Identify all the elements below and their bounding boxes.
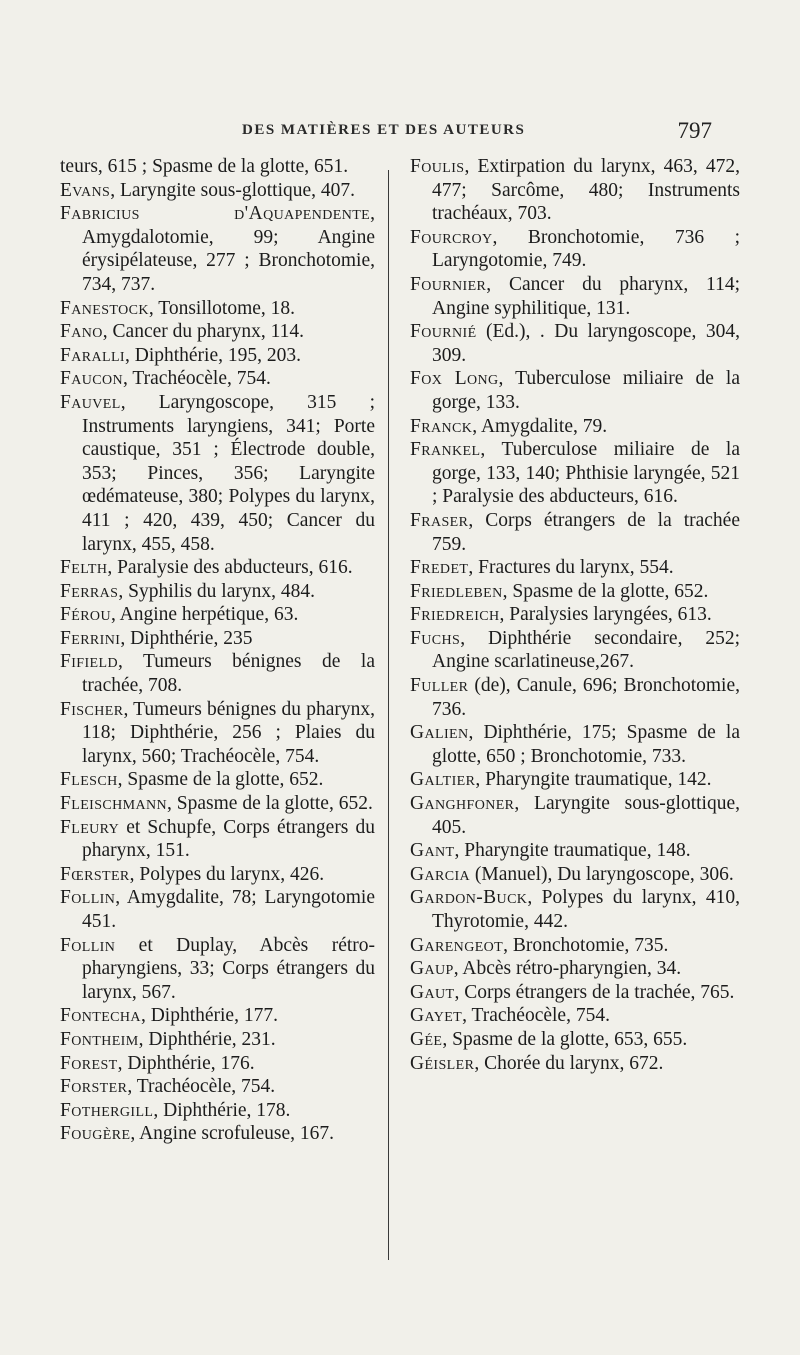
entry-text: , Paralysie des abducteurs, 616.: [107, 557, 353, 579]
index-entry: [410, 1004, 740, 1028]
author-name: Gayet: [410, 1005, 463, 1027]
author-name: Follin: [60, 934, 116, 956]
index-entry: [60, 556, 375, 580]
index-entry: [60, 1075, 375, 1099]
author-name: Foulis: [410, 156, 465, 177]
entry-text: , Angine scrofuleuse, 167.: [130, 1123, 335, 1145]
entry-text: , Spasme de la glotte, 652.: [167, 793, 373, 815]
entry-text: , Amygdalotomie, 99; Angine érysipélateuse, 277 ; Bronchotomie, 734, 737.: [82, 203, 375, 295]
index-entry: [60, 202, 375, 296]
index-entry: [410, 226, 740, 273]
index-entry: [410, 792, 740, 839]
entry-text: , Fractures du larynx, 554.: [468, 557, 674, 579]
entry-text: , Diphthérie, 176.: [117, 1052, 255, 1074]
entry-text: , Laryngoscope, 315 ; Instruments laryngiens, 341; Porte caustique, 351 ; Électrode double, 353; Pinces, 356; Laryngite œdémateuse, 380; Polypes du larynx, 411 ; 420, 439, 450; Cancer du larynx, 455, 458.: [82, 391, 375, 555]
entry-text: , Laryngite sous-glottique, 407.: [110, 179, 356, 201]
author-name: Friedreich: [410, 604, 500, 626]
entry-text: , Tumeurs bénignes de la trachée, 708.: [82, 651, 375, 697]
entry-text: , Spasme de la glotte, 652.: [117, 769, 324, 791]
author-name: Fuchs: [410, 627, 461, 649]
index-entry: [60, 934, 375, 1005]
entry-text: , Diphthérie, 231.: [138, 1028, 276, 1050]
author-name: Fischer: [60, 698, 124, 720]
index-entry: [410, 627, 740, 674]
index-entry: [410, 721, 740, 768]
author-name: Galtier: [410, 769, 476, 791]
entry-text: et Duplay, Abcès rétro-pharyngiens, 33; Corps étrangers du larynx, 567.: [82, 934, 375, 1003]
author-name: Fontecha: [60, 1005, 141, 1027]
index-entry: [410, 556, 740, 580]
entry-text: , Extirpation du larynx, 463, 472, 477; Sarcôme, 480; Instruments trachéaux, 703.: [432, 156, 740, 225]
index-entry: [60, 297, 375, 321]
index-entry: [60, 580, 375, 604]
entry-text: , Tuberculose miliaire de la gorge, 133.: [432, 368, 740, 413]
author-name: Fleury: [60, 816, 120, 838]
entry-text: , Diphthérie, 177.: [140, 1005, 278, 1027]
entry-text: , Diphthérie, 195, 203.: [124, 344, 301, 366]
entry-text: , Abcès rétro-pharyngien, 34.: [453, 958, 682, 980]
entry-text: , Tuberculose miliaire de la gorge, 133, 140; Phthisie laryngée, 521 ; Paralysie des abducteurs, 616.: [432, 439, 740, 508]
author-name: Forster: [60, 1076, 128, 1098]
index-entry: [60, 650, 375, 697]
author-name: Ferrini: [60, 627, 121, 649]
entry-text: , Diphthérie secondaire, 252; Angine scarlatineuse,267.: [432, 627, 740, 673]
entry-text: teurs, 615 ; Spasme de la glotte, 651.: [60, 156, 349, 177]
index-entry: [60, 344, 375, 368]
author-name: Fabricius d'Aquapendente: [60, 203, 371, 225]
entry-text: , Corps étrangers de la trachée 759.: [432, 509, 740, 555]
author-name: Fournier: [410, 273, 487, 295]
index-entry: [410, 1052, 740, 1076]
column-divider: [388, 170, 389, 1260]
entry-text: , Trachéocèle, 754.: [462, 1005, 610, 1027]
entry-text: , Cancer du pharynx, 114.: [102, 321, 305, 343]
index-entry: [410, 981, 740, 1005]
index-entry: [410, 674, 740, 721]
entry-text: (Manuel), Du laryngoscope, 306.: [470, 863, 734, 885]
index-entry: [60, 863, 375, 887]
index-entry: [60, 391, 375, 556]
author-name: Gaup: [410, 958, 454, 980]
entry-text: , Diphthérie, 178.: [153, 1099, 291, 1121]
author-name: Garcia: [410, 863, 471, 885]
author-name: Fuller: [410, 675, 469, 697]
index-entry: [410, 603, 740, 627]
entry-text: , Pharyngite traumatique, 142.: [475, 769, 712, 791]
author-name: Fauvel: [60, 391, 121, 413]
entry-text: , Bronchotomie, 735.: [503, 934, 669, 956]
author-name: Géisler: [410, 1052, 475, 1074]
index-entry: [60, 1004, 375, 1028]
author-name: Friedleben: [410, 580, 503, 602]
entry-text: , Spasme de la glotte, 652.: [502, 580, 709, 602]
entry-text: , Polypes du larynx, 426.: [129, 863, 325, 885]
entry-text: , Pharyngite traumatique, 148.: [454, 840, 691, 862]
entry-text: , Angine herpétique, 63.: [110, 604, 299, 626]
author-name: Fœrster: [60, 863, 130, 885]
entry-text: , Amygdalite, 78; Laryngotomie 451.: [82, 887, 375, 932]
index-entry: [60, 1099, 375, 1123]
entry-text: , Trachéocèle, 754.: [123, 368, 271, 390]
entry-text: , Trachéocèle, 754.: [127, 1076, 276, 1098]
index-entry: [410, 509, 740, 556]
author-name: Fothergill: [60, 1099, 154, 1121]
entry-text: , Diphthérie, 235: [120, 627, 253, 649]
author-name: Fourcroy: [410, 226, 493, 248]
index-entry: [410, 155, 740, 226]
index-entry: [60, 768, 375, 792]
author-name: Gée: [410, 1028, 443, 1050]
author-name: Fox Long: [410, 368, 499, 390]
author-name: Flesch: [60, 769, 118, 791]
author-name: Fifield: [60, 651, 118, 673]
author-name: Franck: [410, 415, 473, 437]
author-name: Fougère: [60, 1123, 131, 1145]
author-name: Gardon-Buck: [410, 887, 528, 909]
index-entry: [60, 155, 375, 179]
entry-text: , Bronchotomie, 736 ; Laryngotomie, 749.: [432, 226, 740, 272]
index-entry: [410, 438, 740, 509]
index-entry: [410, 934, 740, 958]
author-name: Férou: [60, 604, 111, 626]
author-name: Fleischmann: [60, 793, 168, 815]
entry-text: , Amygdalite, 79.: [472, 415, 608, 437]
author-name: Garengeot: [410, 934, 504, 956]
index-entry: [410, 1028, 740, 1052]
index-entry: [60, 698, 375, 769]
author-name: Fournié: [410, 321, 477, 343]
entry-text: , Spasme de la glotte, 653, 655.: [442, 1028, 688, 1050]
author-name: Evans: [60, 179, 111, 201]
author-name: Fano: [60, 321, 103, 343]
entry-text: (Ed.), . Du laryngoscope, 304, 309.: [432, 321, 740, 366]
index-entry: [60, 886, 375, 933]
entry-text: (de), Canule, 696; Bronchotomie, 736.: [432, 675, 740, 720]
index-entry: [60, 603, 375, 627]
entry-text: , Paralysies laryngées, 613.: [499, 604, 712, 626]
index-entry: [410, 768, 740, 792]
entry-text: , Tumeurs bénignes du pharynx, 118; Diphthérie, 256 ; Plaies du larynx, 560; Trachéocèle, 754.: [82, 698, 375, 767]
author-name: Forest: [60, 1052, 118, 1074]
author-name: Follin: [60, 887, 116, 909]
index-entry: [410, 957, 740, 981]
entry-text: , Laryngite sous-glottique, 405.: [432, 793, 740, 838]
author-name: Ganghfoner: [410, 793, 515, 815]
index-entry: [410, 415, 740, 439]
page-number: 797: [677, 118, 712, 143]
index-entry: [410, 580, 740, 604]
index-entry: [60, 179, 375, 203]
entry-text: , Corps étrangers de la trachée, 765.: [454, 981, 735, 1003]
index-entry: [60, 792, 375, 816]
index-entry: [60, 1028, 375, 1052]
running-header: [82, 118, 712, 146]
left-column: [60, 155, 375, 1146]
author-name: Felth: [60, 557, 108, 579]
entry-text: , Polypes du larynx, 410, Thyrotomie, 442.: [432, 887, 740, 932]
author-name: Fontheim: [60, 1028, 139, 1050]
index-entry: [410, 886, 740, 933]
entry-text: , Diphthérie, 175; Spasme de la glotte, 650 ; Bronchotomie, 733.: [432, 722, 740, 767]
entry-text: , Syphilis du larynx, 484.: [118, 580, 316, 602]
author-name: Gaut: [410, 981, 455, 1003]
entry-text: , Tonsillotome, 18.: [148, 297, 296, 319]
index-entry: [60, 627, 375, 651]
author-name: Galien: [410, 722, 469, 744]
entry-text: et Schupfe, Corps étrangers du pharynx, 151.: [82, 816, 375, 862]
author-name: Gant: [410, 840, 455, 862]
index-entry: [410, 863, 740, 887]
right-column: [410, 155, 740, 1075]
author-name: Fraser: [410, 509, 469, 531]
index-entry: [60, 1052, 375, 1076]
author-name: Faralli: [60, 344, 125, 366]
index-entry: [410, 367, 740, 414]
index-entry: [410, 320, 740, 367]
index-entry: [410, 273, 740, 320]
index-entry: [60, 320, 375, 344]
author-name: Frankel: [410, 439, 481, 461]
index-entry: [60, 816, 375, 863]
author-name: Fredet: [410, 557, 469, 579]
index-entry: [60, 1122, 375, 1146]
index-entry: [410, 839, 740, 863]
author-name: Ferras: [60, 580, 119, 602]
header-title: DES MATIÈRES ET DES AUTEURS: [242, 122, 526, 138]
author-name: Fanestock: [60, 297, 149, 319]
index-entry: [60, 367, 375, 391]
author-name: Faucon: [60, 368, 124, 390]
entry-text: , Cancer du pharynx, 114; Angine syphilitique, 131.: [432, 273, 740, 319]
entry-text: , Chorée du larynx, 672.: [474, 1052, 664, 1074]
